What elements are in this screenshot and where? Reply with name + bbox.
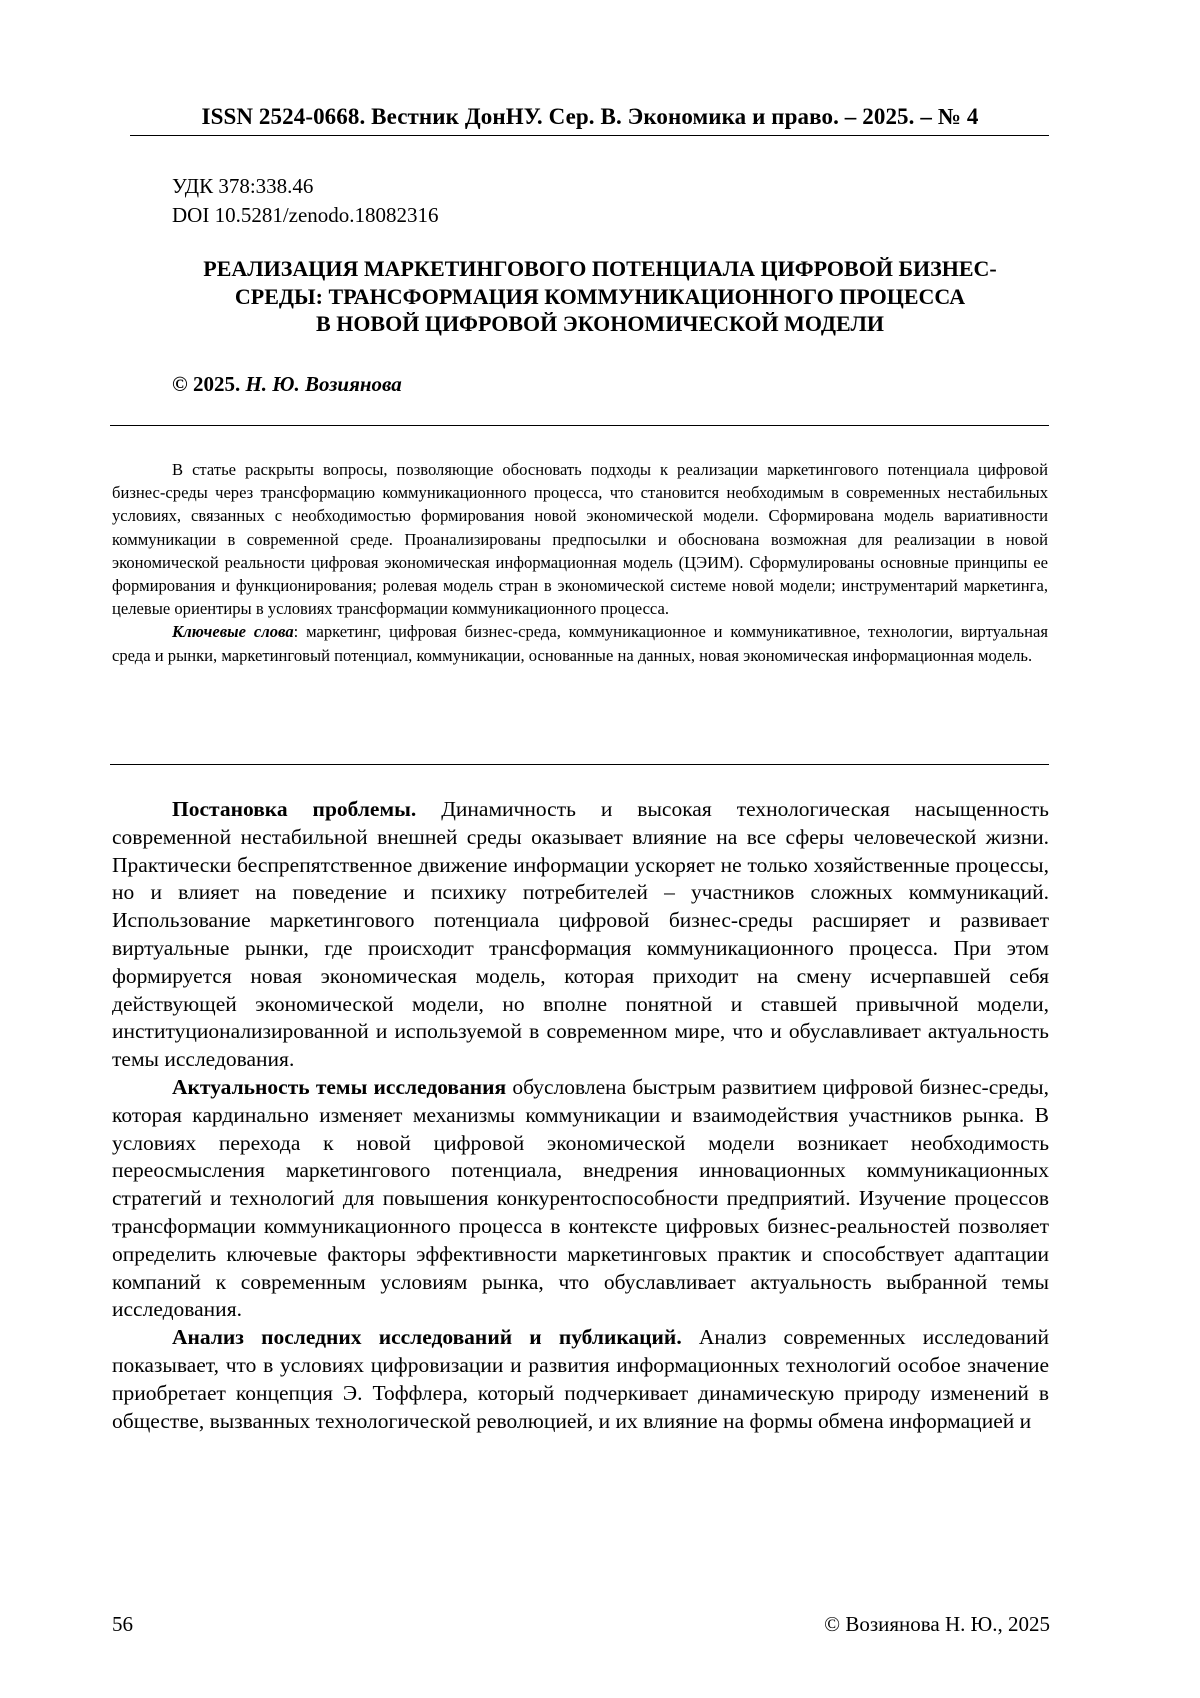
udc-code: УДК 378:338.46 [172,174,314,198]
title-line: РЕАЛИЗАЦИЯ МАРКЕТИНГОВОГО ПОТЕНЦИАЛА ЦИФРОВОЙ БИЗНЕС- [203,256,997,281]
author-copyright: © 2025. [172,372,241,396]
paragraph-heading: Анализ последних исследований и публикаций. [172,1325,682,1350]
running-header: ISSN 2524-0668. Вестник ДонНУ. Сер. В. Экономика и право. – 2025. – № 4 [201,104,979,129]
title-line: СРЕДЫ: ТРАНСФОРМАЦИЯ КОММУНИКАЦИОННОГО ПРОЦЕССА [234,283,966,309]
paragraph-text: Анализ современных исследований показывает, что в условиях цифровизации и развития информационных технологий особое значение приобретает концепция Э. Тоффлера, который подчеркивает динамическую природу изменений в обществе, вызванных технологической революцией, и их влияние на формы обмена информацией и [112,1325,1049,1433]
body-paragraph [112,1324,1049,1435]
body-paragraph [112,796,1049,1074]
footer-copyright: © Возиянова Н. Ю., 2025 [824,1612,1050,1636]
article-title [110,255,1090,338]
keywords [112,620,1048,666]
abstract-text: В статье раскрыты вопросы, позволяющие обосновать подходы к реализации маркетингового потенциала цифровой бизнес-среды через трансформацию коммуникационного процесса, что становится необходимым в современных нестабильных условиях, связанных с необходимостью формирования новой экономической модели. Сформирована модель вариативности коммуникации в современной среде. Проанализированы предпосылки и обоснована возможная для реализации в новой экономической реальности цифровая экономическая информационная модель (ЦЭИМ). Сформулированы основные принципы ее формирования и функционирования; ролевая модель стран в экономической системе новой модели; инструментарий маркетинга, целевые ориентиры в условиях трансформации коммуникационного процесса. [112,460,1048,619]
paragraph-text: Динамичность и высокая технологическая насыщенность современной нестабильной внешней среды оказывает влияние на все сферы человеческой жизни. Практически беспрепятственное движение информации ускоряет не только хозяйственные процессы, но и влияет на поведение и психику потребителей – участников сложных коммуникаций. Использование маркетингового потенциала цифровой бизнес-среды расширяет и развивает виртуальные рынки, где происходит трансформация коммуникационного процесса. При этом формируется новая экономическая модель, которая приходит на смену исчерпавшей себя действующей экономической модели, но вполне понятной и ставшей привычной модели, институционализированной и используемой в современном мире, что и обуславливает актуальность темы исследования. [112,797,1049,1072]
header-rule [130,135,1049,136]
page-number: 56 [112,1612,133,1636]
paragraph-heading: Актуальность темы исследования [172,1074,507,1099]
article-body [112,796,1049,1435]
author-name: Н. Ю. Возиянова [245,372,402,396]
title-line: В НОВОЙ ЦИФРОВОЙ ЭКОНОМИЧЕСКОЙ МОДЕЛИ [316,311,884,336]
abstract-bottom-rule [110,764,1049,765]
paragraph-text: обусловлена быстрым развитием цифровой бизнес-среды, которая кардинально изменяет механизмы коммуникации и взаимодействия участников рынка. В условиях перехода к новой цифровой экономической модели возникает необходимость переосмысления маркетингового потенциала, внедрения инновационных коммуникационных стратегий и технологий для повышения конкурентоспособности предприятий. Изучение процессов трансформации коммуникационного процесса в контексте цифровых бизнес-реальностей позволяет определить ключевые факторы эффективности маркетинговых практик и способствует адаптации компаний к современным условиям рынка, что обуславливает актуальность выбранной темы исследования. [112,1074,1050,1322]
author-line [172,372,402,397]
paragraph-heading: Постановка проблемы. [172,797,417,821]
keywords-label: Ключевые слова [172,622,294,642]
abstract [112,458,1048,667]
abstract-top-rule [110,425,1049,426]
keywords-list: : маркетинг, цифровая бизнес-среда, коммуникационное и коммуникативное, технологии, виртуальная среда и рынки, маркетинговый потенциал, коммуникации, основанные на данных, новая экономическая информационная модель. [112,622,1048,665]
body-paragraph [112,1074,1049,1324]
doi-identifier[interactable]: DOI 10.5281/zenodo.18082316 [172,203,439,227]
